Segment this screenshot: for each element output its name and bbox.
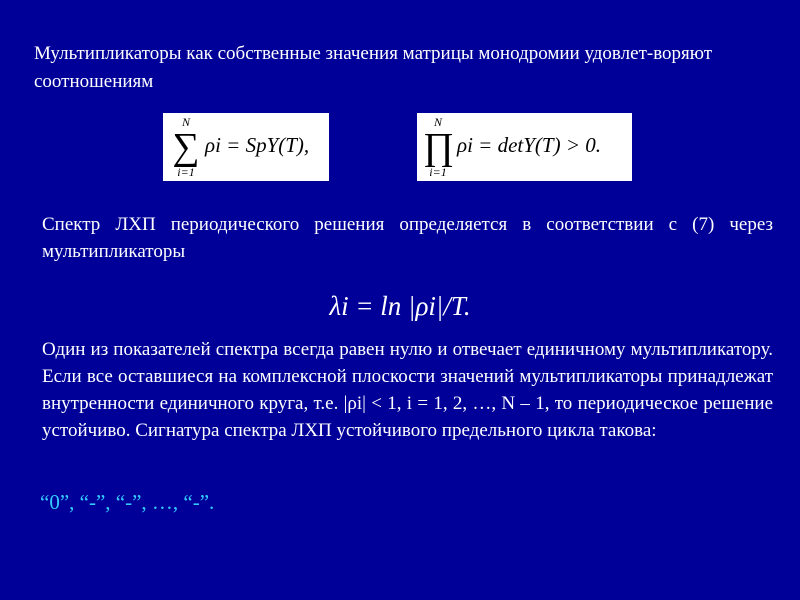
paragraph-stability: Один из показателей спектра всегда равен нулю и отвечает единичному мультипликатору. Если все оставшиеся на комплексной плоскости значений мультипликаторы принадлежат внутренности единичного круга, т.е. |ρi| < 1, i = 1, 2, …, N – 1, то периодическое решение устойчиво. Сигнатура спектра ЛХП устойчивого предельного цикла такова: (42, 339, 773, 441)
product-lower-limit: i=1 (429, 165, 447, 179)
product-upper-limit: N (433, 115, 442, 129)
sum-lower-limit: i=1 (177, 165, 195, 179)
intro-text: Мультипликаторы как собственные значения матрицы монодромии удовлет-воряют соотношениям (34, 43, 713, 92)
sum-upper-limit: N (181, 115, 190, 129)
lambda-formula: λi = ln |ρi|/T. (329, 291, 471, 321)
product-formula-body: ρi = detY(T) > 0. (457, 133, 602, 157)
sum-symbol: ∑ (172, 126, 200, 168)
paragraph-spectrum: Спектр ЛХП периодического решения определяется в соответствии с (7) через мультипликаторы (42, 214, 773, 262)
sum-formula (163, 113, 329, 181)
product-symbol: ∏ (423, 126, 455, 168)
product-formula (417, 113, 632, 181)
sum-formula-body: ρi = SpY(T), (205, 133, 310, 157)
spectrum-signature: “0”, “-”, “-”, …, “-”. (40, 490, 215, 514)
